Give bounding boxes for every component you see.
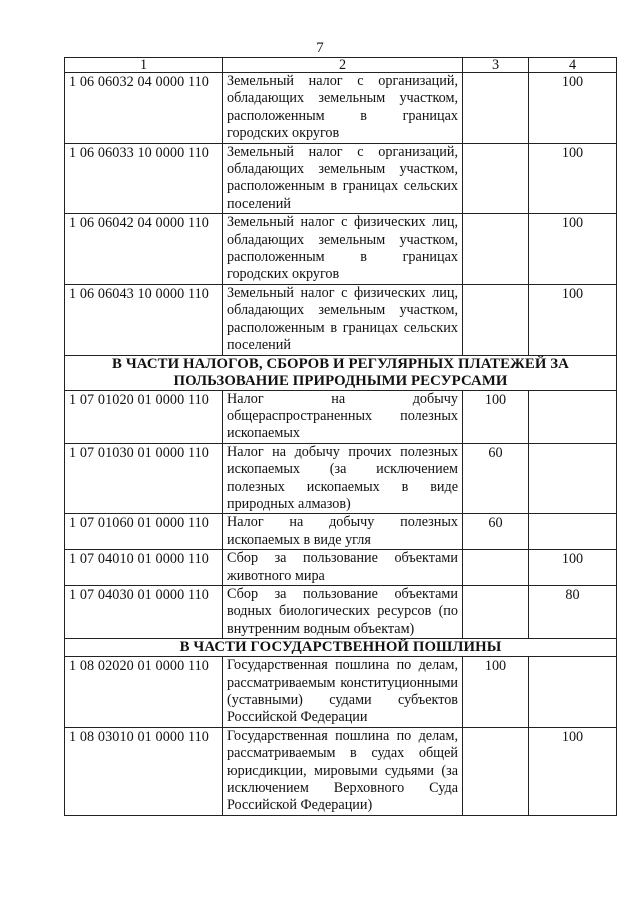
revenue-description: Сбор за пользование объектами животного мира xyxy=(223,550,463,586)
table-row xyxy=(65,514,617,550)
percent-col3 xyxy=(463,214,529,285)
revenue-description: Земельный налог с физических лиц, обладающих земельным участком, расположенным в границах городских округов xyxy=(223,214,463,285)
percent-col4 xyxy=(529,390,617,443)
percent-col4: 80 xyxy=(529,585,617,638)
section-heading: В ЧАСТИ ГОСУДАРСТВЕННОЙ ПОШЛИНЫ xyxy=(65,639,617,657)
table-row xyxy=(65,443,617,514)
section-row xyxy=(65,639,617,657)
section-row xyxy=(65,355,617,390)
table-row xyxy=(65,73,617,144)
kbk-code: 1 06 06042 04 0000 110 xyxy=(65,214,223,285)
percent-col4 xyxy=(529,514,617,550)
budget-classification-table xyxy=(64,57,617,816)
revenue-description: Земельный налог с организаций, обладающих земельным участком, расположенным в границах сельских поселений xyxy=(223,143,463,214)
revenue-description: Налог на добычу прочих полезных ископаемых (за исключением полезных ископаемых в виде природных алмазов) xyxy=(223,443,463,514)
kbk-code: 1 07 04030 01 0000 110 xyxy=(65,585,223,638)
percent-col4: 100 xyxy=(529,73,617,144)
revenue-description: Земельный налог с организаций, обладающих земельным участком, расположенным в границах городских округов xyxy=(223,73,463,144)
table-header-row xyxy=(65,58,617,73)
column-header-2: 2 xyxy=(223,58,463,73)
percent-col3: 100 xyxy=(463,390,529,443)
table-row xyxy=(65,550,617,586)
percent-col4: 100 xyxy=(529,214,617,285)
percent-col4: 100 xyxy=(529,143,617,214)
revenue-description: Налог на добычу общераспространенных полезных ископаемых xyxy=(223,390,463,443)
kbk-code: 1 07 04010 01 0000 110 xyxy=(65,550,223,586)
revenue-description: Налог на добычу полезных ископаемых в виде угля xyxy=(223,514,463,550)
percent-col4: 100 xyxy=(529,727,617,815)
section-heading: В ЧАСТИ НАЛОГОВ, СБОРОВ И РЕГУЛЯРНЫХ ПЛАТЕЖЕЙ ЗА ПОЛЬЗОВАНИЕ ПРИРОДНЫМИ РЕСУРСАМИ xyxy=(65,355,617,390)
revenue-description: Сбор за пользование объектами водных биологических ресурсов (по внутренним водным объектам) xyxy=(223,585,463,638)
percent-col3 xyxy=(463,727,529,815)
table-row xyxy=(65,214,617,285)
percent-col4 xyxy=(529,443,617,514)
percent-col4 xyxy=(529,657,617,728)
column-header-4: 4 xyxy=(529,58,617,73)
column-header-3: 3 xyxy=(463,58,529,73)
percent-col3: 60 xyxy=(463,514,529,550)
percent-col3 xyxy=(463,550,529,586)
column-header-1: 1 xyxy=(65,58,223,73)
percent-col3: 60 xyxy=(463,443,529,514)
table-row xyxy=(65,284,617,355)
revenue-description: Государственная пошлина по делам, рассматриваемым в судах общей юрисдикции, мировыми судьями (за исключением Верховного Суда Российской Федерации) xyxy=(223,727,463,815)
table-row xyxy=(65,657,617,728)
percent-col4: 100 xyxy=(529,284,617,355)
kbk-code: 1 08 02020 01 0000 110 xyxy=(65,657,223,728)
percent-col3: 100 xyxy=(463,657,529,728)
percent-col3 xyxy=(463,585,529,638)
table-row xyxy=(65,390,617,443)
kbk-code: 1 08 03010 01 0000 110 xyxy=(65,727,223,815)
table-row xyxy=(65,727,617,815)
table-row xyxy=(65,585,617,638)
kbk-code: 1 06 06032 04 0000 110 xyxy=(65,73,223,144)
kbk-code: 1 07 01030 01 0000 110 xyxy=(65,443,223,514)
percent-col3 xyxy=(463,143,529,214)
kbk-code: 1 07 01020 01 0000 110 xyxy=(65,390,223,443)
percent-col3 xyxy=(463,284,529,355)
revenue-description: Государственная пошлина по делам, рассматриваемым конституционными (уставными) судами субъектов Российской Федерации xyxy=(223,657,463,728)
kbk-code: 1 06 06033 10 0000 110 xyxy=(65,143,223,214)
page-number: 7 xyxy=(316,40,324,56)
table-row xyxy=(65,143,617,214)
kbk-code: 1 06 06043 10 0000 110 xyxy=(65,284,223,355)
kbk-code: 1 07 01060 01 0000 110 xyxy=(65,514,223,550)
percent-col4: 100 xyxy=(529,550,617,586)
percent-col3 xyxy=(463,73,529,144)
revenue-description: Земельный налог с физических лиц, обладающих земельным участком, расположенным в границах сельских поселений xyxy=(223,284,463,355)
